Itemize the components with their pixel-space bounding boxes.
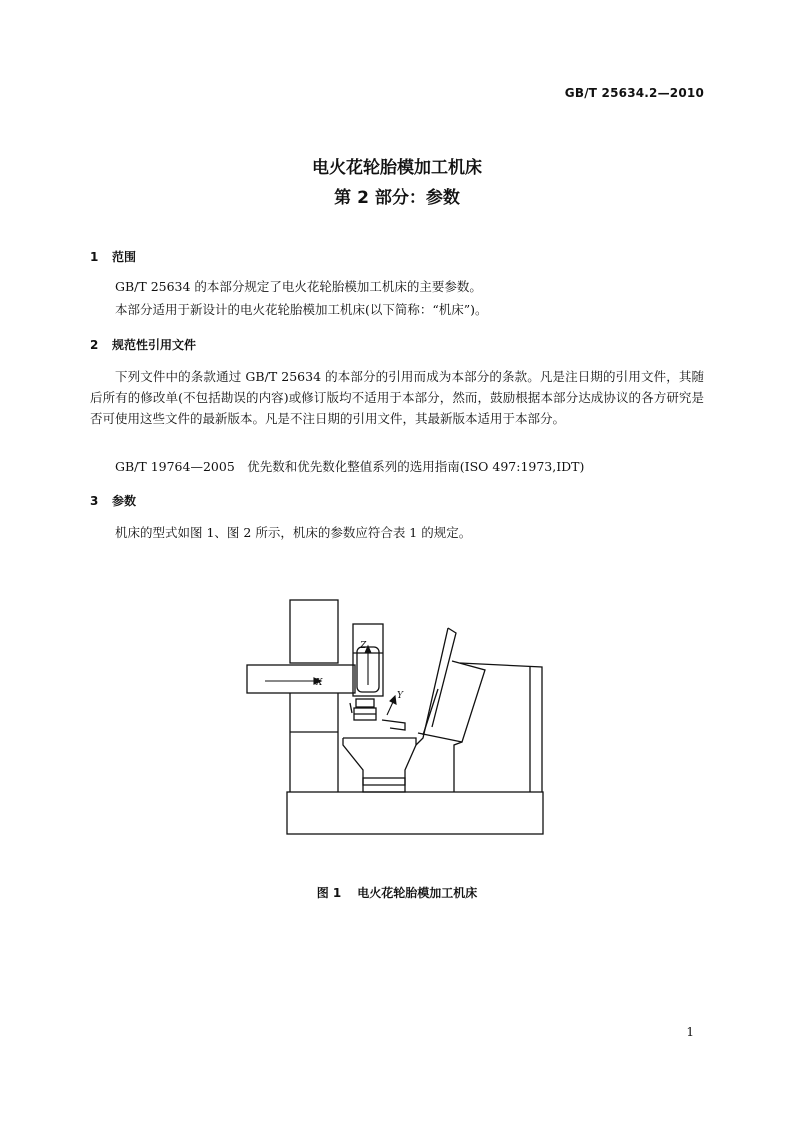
y-axis-arrow bbox=[387, 702, 393, 715]
section-heading-parameters bbox=[90, 492, 136, 509]
figure-caption bbox=[0, 884, 794, 901]
section-title: 规范性引用文件 bbox=[112, 338, 197, 352]
reference-item: GB/T 19764—2005 优先数和优先数化整值系列的选用指南(ISO 497:1973,IDT) bbox=[115, 459, 585, 474]
section-title: 范围 bbox=[112, 250, 137, 264]
machine-base bbox=[287, 792, 543, 834]
section-title: 参数 bbox=[112, 494, 137, 508]
references-paragraph: 下列文件中的条款通过 GB/T 25634 的本部分的引用而成为本部分的条款。凡是注日期的引用文件，其随后所有的修改单(不包括勘误的内容)或修订版均不适用于本部分，然而，鼓励根据本部分达成协议的各方研究是否可使用这些文件的最新版本。凡是不注日期的引用文件，其最新版本适用于本部分。 bbox=[90, 369, 704, 426]
y-axis-label: Y bbox=[397, 691, 403, 701]
section-number: 1 bbox=[90, 250, 99, 264]
table-arm bbox=[382, 720, 405, 730]
table-cover bbox=[416, 628, 448, 745]
standard-number: GB/T 25634.2—2010 bbox=[564, 86, 704, 100]
section-number: 3 bbox=[90, 494, 99, 508]
housing-front bbox=[454, 742, 462, 792]
machine-figure bbox=[240, 595, 560, 845]
x-axis-label: X bbox=[316, 678, 323, 688]
section-heading-scope bbox=[90, 248, 136, 265]
parameters-paragraph: 机床的型式如图 1、图 2 所示，机床的参数应符合表 1 的规定。 bbox=[115, 525, 472, 540]
x-arm bbox=[247, 665, 355, 693]
scope-paragraph-1: GB/T 25634 的本部分规定了电火花轮胎模加工机床的主要参数。 bbox=[115, 279, 482, 294]
rotary-head bbox=[418, 661, 485, 742]
figure-caption-number: 图 1 bbox=[316, 886, 342, 900]
document-title: 电火花轮胎模加工机床 bbox=[312, 158, 482, 178]
page-number: 1 bbox=[686, 1025, 694, 1039]
electrode-tick bbox=[350, 703, 352, 713]
figure-caption-text: 电火花轮胎模加工机床 bbox=[357, 886, 478, 900]
scope-paragraph-2: 本部分适用于新设计的电火花轮胎模加工机床(以下简称：“机床”)。 bbox=[115, 302, 488, 317]
column-head bbox=[290, 600, 338, 663]
document-subtitle: 第 2 部分：参数 bbox=[334, 188, 460, 208]
section-number: 2 bbox=[90, 338, 99, 352]
electrode-holder bbox=[356, 699, 374, 707]
y-arrowhead bbox=[390, 696, 396, 704]
z-axis-label: Z bbox=[360, 641, 367, 651]
section-heading-references bbox=[90, 336, 196, 353]
